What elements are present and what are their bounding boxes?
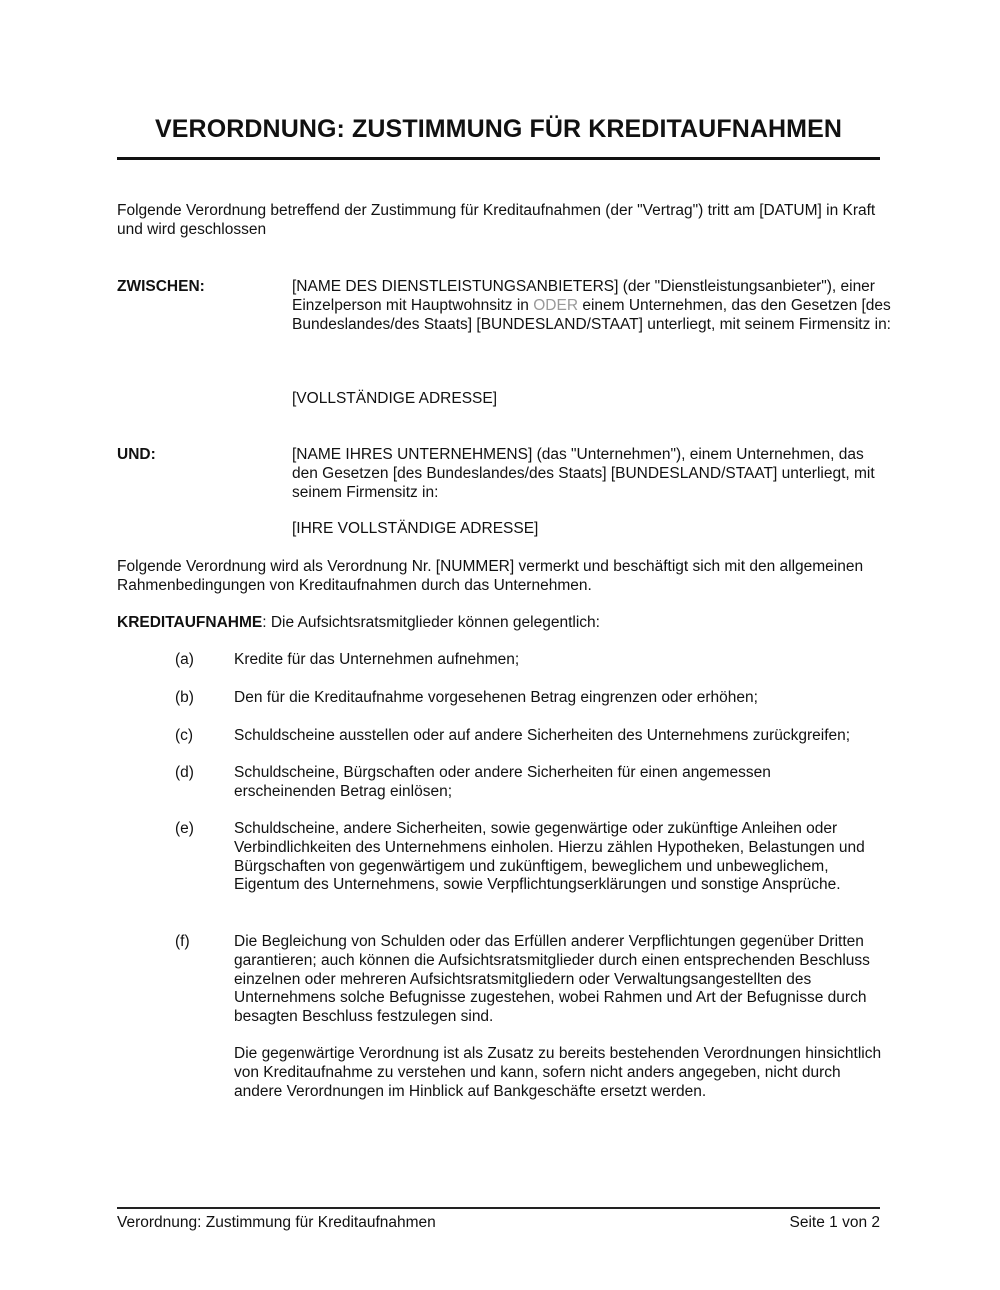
list-item-text: Schuldscheine, Bürgschaften oder andere Sicherheiten für einen angemessen erscheinenden Betrag einlösen; (234, 764, 771, 800)
list-item-text: Die Begleichung von Schulden oder das Erfüllen anderer Verpflichtungen gegenüber Dritten garantieren; auch können die Aufsichtsratsmitglieder durch einen entsprechenden Beschluss einzelnen oder mehreren Aufsichtsratsmitgliedern oder Verwaltungsangestellten des Unternehmens solche Befugnisse zugestehen, wobei Rahmen und Art der Befugnisse durch besagten Beschluss festzulegen sind. (234, 933, 870, 1026)
title-divider (117, 157, 880, 160)
document-title: VERORDNUNG: ZUSTIMMUNG FÜR KREDITAUFNAHMEN (154, 115, 843, 143)
page-number: Seite 1 von 2 (789, 1214, 880, 1231)
and-party-text: [NAME IHRES UNTERNEHMENS] (das "Unternehmen"), einem Unternehmen, das den Gesetzen [des Bundeslandes/des Staats] [BUNDESLAND/STAAT] unterliegt, mit seinem Firmensitz in: (292, 446, 875, 501)
between-text-before: [NAME DES DIENSTLEISTUNGSANBIETERS] (der "Dienstleistungsanbieter"), einer Einzelperson mit Hauptwohnsitz in (292, 278, 875, 314)
or-placeholder: ODER (533, 296, 579, 314)
list-marker: (f) (175, 933, 190, 950)
section-intro-paragraph: Folgende Verordnung wird als Verordnung Nr. [NUMMER] vermerkt und beschäftigt sich mit den allgemeinen Rahmenbedingungen von Kreditaufnahmen durch das Unternehmen. (117, 558, 864, 594)
and-address: [IHRE VOLLSTÄNDIGE ADRESSE] (292, 520, 539, 537)
borrowing-heading: KREDITAUFNAHME (117, 614, 263, 631)
borrowing-paragraph (117, 614, 887, 633)
list-marker: (b) (175, 689, 194, 706)
list-item-text: Schuldscheine ausstellen oder auf andere Sicherheiten des Unternehmens zurückgreifen; (234, 727, 851, 744)
borrowing-intro-text: : Die Aufsichtsratsmitglieder können gelegentlich: (262, 614, 600, 631)
between-address: [VOLLSTÄNDIGE ADRESSE] (292, 390, 498, 407)
closing-paragraph: Die gegenwärtige Verordnung ist als Zusatz zu bereits bestehenden Verordnungen hinsichtlich von Kreditaufnahme zu verstehen und kann, sofern nicht anders angegeben, nicht durch andere Verordnungen im Hinblick auf Bankgeschäfte ersetzt werden. (234, 1045, 882, 1100)
list-item-text: Den für die Kreditaufnahme vorgesehenen Betrag eingrenzen oder erhöhen; (234, 689, 758, 706)
between-text-after: einem Unternehmen, das den Gesetzen [des Bundeslandes/des Staats] [BUNDESLAND/STAAT] unterliegt, mit seinem Firmensitz in: (292, 296, 891, 333)
between-party-text (292, 278, 892, 334)
footer-document-title: Verordnung: Zustimmung für Kreditaufnahmen (117, 1214, 436, 1231)
list-item-text: Schuldscheine, andere Sicherheiten, sowie gegenwärtige oder zukünftige Anleihen oder Verbindlichkeiten des Unternehmens einholen. Hierzu zählen Hypotheken, Belastungen und Bürgschaften von gegenwärtigem und zukünftigem, beweglichem und unbeweglichem, Eigentum des Unternehmens, sowie Verpflichtungserklärungen und sonstige Ansprüche. (234, 820, 865, 894)
list-marker: (a) (175, 651, 194, 668)
and-label: UND: (117, 446, 156, 463)
list-marker: (e) (175, 820, 194, 837)
list-marker: (d) (175, 764, 194, 781)
between-label: ZWISCHEN: (117, 278, 205, 295)
list-item-text: Kredite für das Unternehmen aufnehmen; (234, 651, 520, 668)
list-marker: (c) (175, 727, 194, 744)
footer-divider (117, 1207, 880, 1209)
intro-paragraph: Folgende Verordnung betreffend der Zustimmung für Kreditaufnahmen (der "Vertrag") tritt am [DATUM] in Kraft und wird geschlossen (117, 202, 876, 238)
